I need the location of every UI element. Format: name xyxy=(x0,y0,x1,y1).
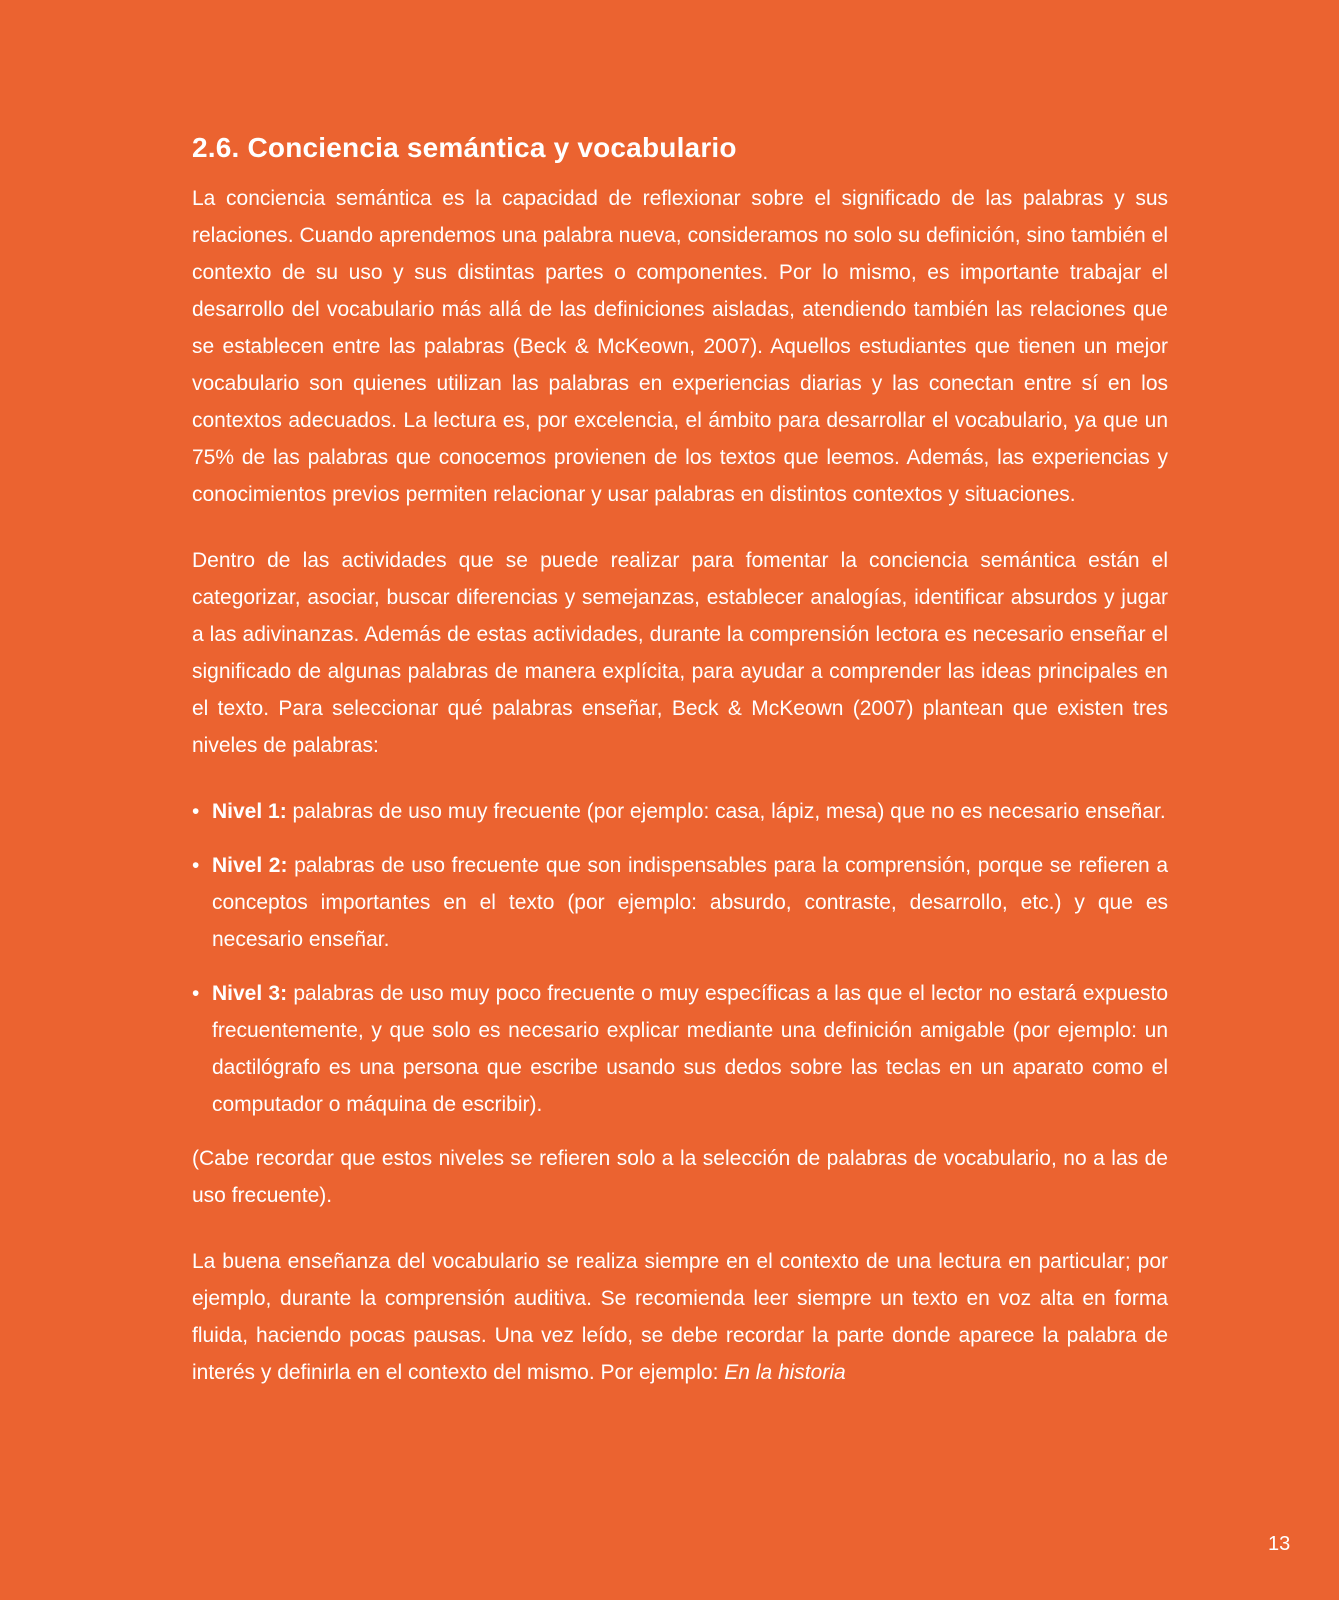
bullet-icon: • xyxy=(192,982,200,1006)
section-heading: 2.6. Conciencia semántica y vocabulario xyxy=(192,132,737,163)
level-label: Nivel 1: xyxy=(212,800,287,824)
bullet-icon: • xyxy=(192,854,200,878)
level-text: palabras de uso frecuente que son indispensables para la comprensión, porque se refieren a conceptos importantes en el texto (por ejemplo: absurdo, contraste, desarrollo, etc.) y que es necesario enseñar. xyxy=(212,854,1168,952)
list-item-level-1 xyxy=(192,793,1168,830)
paragraph-activities: Dentro de las actividades que se puede realizar para fomentar la conciencia semántica están el categorizar, asociar, buscar diferencias y semejanzas, establecer analogías, identificar absurdos y jugar a las adivinanzas. Además de estas actividades, durante la comprensión lectora es necesario enseñar el significado de algunas palabras de manera explícita, para ayudar a comprender las ideas principales en el texto. Para seleccionar qué palabras enseñar, Beck & McKeown (2007) plantean que existen tres niveles de palabras: xyxy=(192,549,1168,758)
page-content xyxy=(192,130,1168,1391)
level-text: palabras de uso muy frecuente (por ejemplo: casa, lápiz, mesa) que no es necesario enseñar. xyxy=(292,800,1166,824)
paragraph-vocabulary-teaching-text: La buena enseñanza del vocabulario se realiza siempre en el contexto de una lectura en particular; por ejemplo, durante la comprensión auditiva. Se recomienda leer siempre un texto en voz alta en forma fluida, haciendo pocas pausas. Una vez leído, se debe recordar la parte donde aparece la palabra de interés y definirla en el contexto del mismo. Por ejemplo: xyxy=(192,1250,1168,1385)
list-item-level-2 xyxy=(192,847,1168,958)
paragraph-reminder: (Cabe recordar que estos niveles se refieren solo a la selección de palabras de vocabulario, no a las de uso frecuente). xyxy=(192,1147,1168,1208)
level-label: Nivel 2: xyxy=(212,854,288,878)
levels-list xyxy=(192,793,1168,1123)
bullet-icon: • xyxy=(192,800,200,824)
list-item-level-3 xyxy=(192,975,1168,1123)
level-label: Nivel 3: xyxy=(212,982,288,1006)
page-number: 13 xyxy=(1268,1533,1291,1555)
level-text: palabras de uso muy poco frecuente o muy específicas a las que el lector no estará expuesto frecuentemente, y que solo es necesario explicar mediante una definición amigable (por ejemplo: un dactilógrafo es una persona que escribe usando sus dedos sobre las teclas en un aparato como el computador o máquina de escribir). xyxy=(212,982,1169,1117)
paragraph-semantic-awareness: La conciencia semántica es la capacidad de reflexionar sobre el significado de las palabras y sus relaciones. Cuando aprendemos una palabra nueva, consideramos no solo su definición, sino también el contexto de su uso y sus distintas partes o componentes. Por lo mismo, es importante trabajar el desarrollo del vocabulario más allá de las definiciones aisladas, atendiendo también las relaciones que se establecen entre las palabras (Beck & McKeown, 2007). Aquellos estudiantes que tienen un mejor vocabulario son quienes utilizan las palabras en experiencias diarias y las conectan entre sí en los contextos adecuados. La lectura es, por excelencia, el ámbito para desarrollar el vocabulario, ya que un 75% de las palabras que conocemos provienen de los textos que leemos. Además, las experiencias y conocimientos previos permiten relacionar y usar palabras en distintos contextos y situaciones. xyxy=(192,187,1168,507)
italic-example-text: En la historia xyxy=(724,1361,846,1385)
paragraph-vocabulary-teaching xyxy=(192,1243,1168,1391)
